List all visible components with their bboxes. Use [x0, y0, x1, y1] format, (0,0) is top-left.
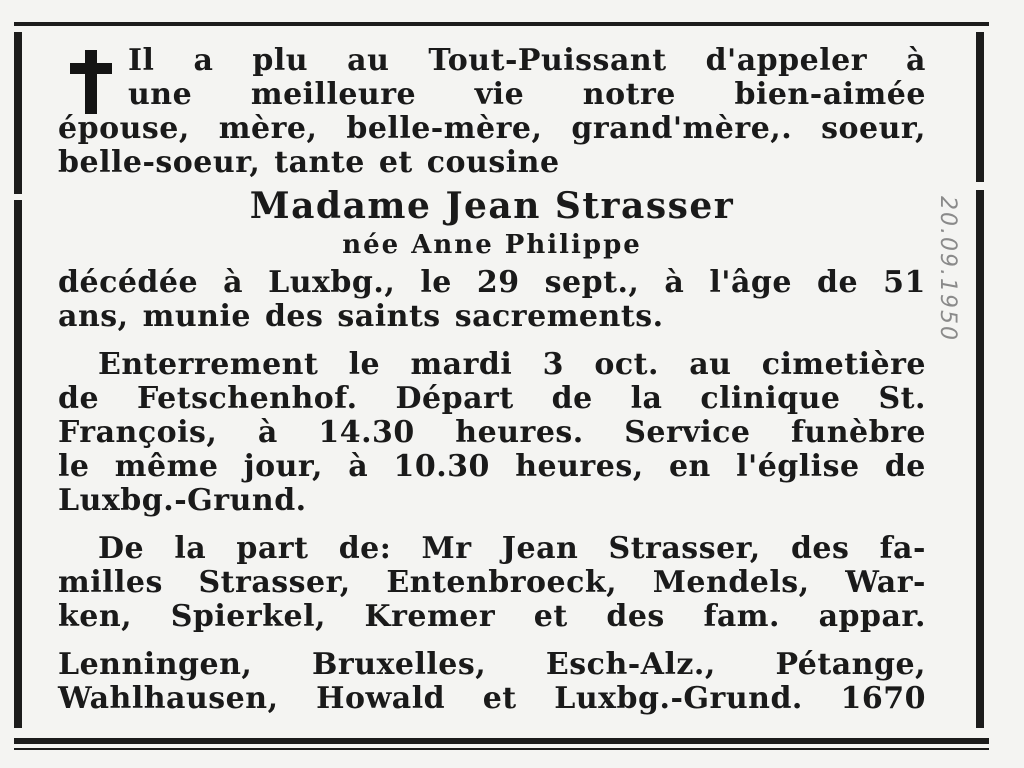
deceased-name: Madame Jean Strasser — [249, 185, 735, 227]
word: et — [533, 599, 568, 634]
text-line — [58, 78, 926, 112]
text-line — [58, 382, 926, 416]
word: heures, — [515, 449, 644, 484]
word: de — [58, 381, 100, 416]
word: sept., — [544, 265, 640, 300]
word: de: — [338, 531, 392, 566]
word: la — [174, 531, 207, 566]
text-line — [58, 682, 926, 716]
intro-paragraph — [58, 44, 926, 180]
word: Mr — [421, 531, 472, 566]
word: des — [264, 299, 324, 334]
word: Enterrement — [98, 347, 319, 382]
word: jour, — [243, 449, 323, 484]
text-line — [58, 266, 926, 300]
text-line — [58, 566, 926, 600]
word: De — [98, 531, 145, 566]
word: Tout-Puissant — [428, 43, 667, 78]
word: Luxbg.-Grund. — [58, 483, 307, 518]
text-line — [58, 112, 926, 146]
word: à — [664, 265, 685, 300]
word: heures. — [455, 415, 584, 450]
word: l'âge — [709, 265, 792, 300]
word: Spierkel, — [170, 599, 326, 634]
text-line — [58, 348, 926, 382]
word: à — [257, 415, 278, 450]
text-line — [58, 648, 926, 682]
word: saints — [337, 299, 441, 334]
word: 51 — [883, 265, 926, 300]
word: Luxbg.-Grund. — [554, 681, 803, 716]
word: Départ — [395, 381, 514, 416]
word: cousine — [426, 145, 560, 180]
word: la — [630, 381, 663, 416]
word: oct. — [594, 347, 659, 382]
word: Entenbroeck, — [386, 565, 618, 600]
word: de — [817, 265, 859, 300]
word: François, — [58, 415, 218, 450]
top-rule — [14, 22, 989, 26]
word: l'église — [736, 449, 860, 484]
word: épouse, — [58, 111, 190, 146]
word: Lenningen, — [58, 647, 253, 682]
word: vie — [474, 77, 525, 112]
word: le — [58, 449, 90, 484]
death-paragraph — [58, 266, 926, 334]
word: tante — [274, 145, 365, 180]
word: de — [551, 381, 593, 416]
text-line — [58, 532, 926, 566]
bottom-rule-thin — [14, 748, 989, 750]
word: funèbre — [791, 415, 926, 450]
word: des — [606, 599, 665, 634]
word: plu — [252, 43, 309, 78]
word: ans, — [58, 299, 129, 334]
word: notre — [582, 77, 676, 112]
word: munie — [142, 299, 251, 334]
word: Kremer — [364, 599, 496, 634]
word: au — [689, 347, 732, 382]
left-rule-upper — [14, 32, 22, 194]
text-line — [58, 450, 926, 484]
word: 10.30 — [393, 449, 490, 484]
word: Strasser, — [608, 531, 761, 566]
word: à — [223, 265, 244, 300]
word: Bruxelles, — [312, 647, 487, 682]
word: Jean — [501, 531, 579, 566]
obituary-notice — [58, 44, 926, 716]
word: et — [378, 145, 413, 180]
word: en — [668, 449, 711, 484]
word: 1670 — [840, 681, 926, 716]
burial-paragraph — [58, 348, 926, 518]
word: sacrements. — [454, 299, 664, 334]
word: part — [236, 531, 309, 566]
word: belle-soeur, — [58, 145, 261, 180]
text-line — [58, 44, 926, 78]
word: a — [193, 43, 214, 78]
word: Il — [128, 43, 155, 78]
word: milles — [58, 565, 163, 600]
word: Luxbg., — [268, 265, 396, 300]
word: Pétange, — [775, 647, 926, 682]
word: appar. — [818, 599, 926, 634]
maiden-name: née Anne Philippe — [342, 230, 642, 260]
word: 29 — [476, 265, 520, 300]
word: clinique — [700, 381, 841, 416]
text-line — [58, 600, 926, 634]
word: belle-mère, — [346, 111, 543, 146]
word: décédée — [58, 265, 199, 300]
word: Mendels, — [652, 565, 810, 600]
text-line — [58, 146, 926, 180]
word: une — [128, 77, 193, 112]
text-line — [58, 300, 926, 334]
word: le — [348, 347, 381, 382]
word: Wahlhausen, — [58, 681, 279, 716]
word: 3 — [542, 347, 564, 382]
word: Service — [624, 415, 751, 450]
handwritten-date: 20.09.1950 — [935, 196, 960, 342]
word: grand'mère,. — [571, 111, 793, 146]
word: au — [347, 43, 390, 78]
word: fam. — [703, 599, 780, 634]
word: d'appeler — [705, 43, 868, 78]
left-rule-lower — [14, 200, 22, 728]
right-rule-lower — [976, 190, 984, 728]
word: meilleure — [250, 77, 417, 112]
word: Fetschenhof. — [137, 381, 358, 416]
places-paragraph — [58, 648, 926, 716]
word: le — [420, 265, 452, 300]
word: fa- — [879, 531, 926, 566]
word: Esch-Alz., — [545, 647, 716, 682]
word: à — [348, 449, 369, 484]
word: Howald — [316, 681, 446, 716]
word: St. — [878, 381, 926, 416]
text-line — [58, 416, 926, 450]
word: à — [906, 43, 926, 78]
word: Strasser, — [198, 565, 351, 600]
word: même — [114, 449, 219, 484]
word: de — [884, 449, 926, 484]
word: cimetière — [761, 347, 926, 382]
word: 14.30 — [318, 415, 415, 450]
word: des — [790, 531, 850, 566]
word: mardi — [410, 347, 513, 382]
word: soeur, — [821, 111, 926, 146]
family-paragraph — [58, 532, 926, 634]
bottom-rule — [14, 738, 989, 744]
right-rule-upper — [976, 32, 984, 182]
text-line — [58, 484, 926, 518]
word: et — [482, 681, 517, 716]
word: War- — [845, 565, 926, 600]
word: ken, — [58, 599, 133, 634]
word: mère, — [218, 111, 318, 146]
word: bien-aimée — [734, 77, 926, 112]
